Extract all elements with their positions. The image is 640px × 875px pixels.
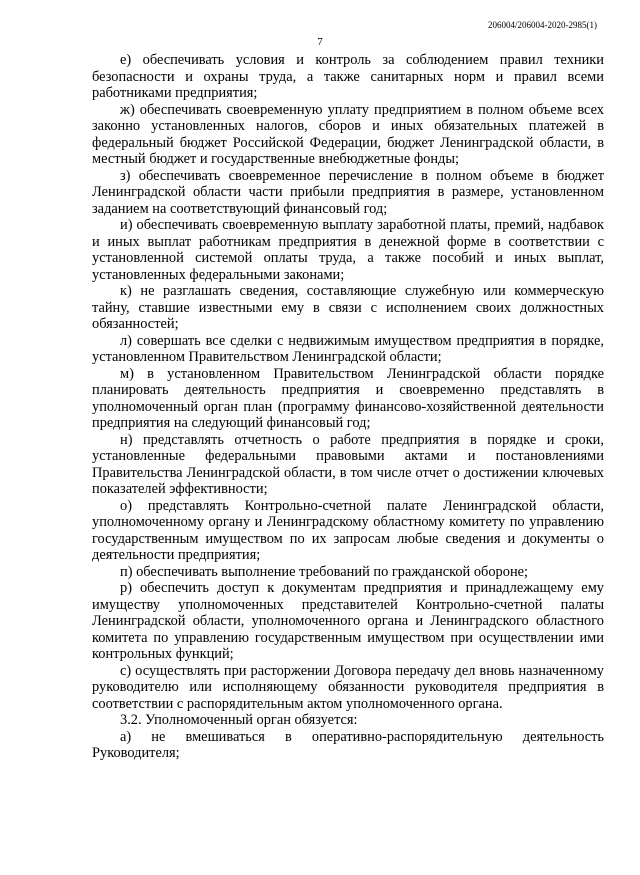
paragraph-o: о) представлять Контрольно-счетной палате Ленинградской области, уполномоченному органу и Ленинградскому областному комитету по управлению государственным имуществом по их запросам любые сведения и документы о деятельности предприятия; [92,497,604,563]
paragraph-r: р) обеспечить доступ к документам предприятия и принадлежащему ему имуществу уполномоченных представителей Контрольно-счетной палаты Ленинградской области, уполномоченного органа и Ленинградского областного комитета по управлению государственным имуществом при осуществлении ими контрольных функций; [92,580,604,662]
document-id: 206004/206004-2020-2985(1) [488,20,597,30]
paragraph-l: л) совершать все сделки с недвижимым имуществом предприятия в порядке, установленном Правительством Ленинградской области; [92,332,604,365]
paragraph-zh: ж) обеспечивать своевременную уплату предприятием в полном объеме всех законно установленных налогов, сборов и иных обязательных платежей в федеральный бюджет Российской Федерации, бюджет Ленинградской области, в местный бюджет и государственные внебюджетные фонды; [92,101,604,167]
page-number: 7 [317,36,323,48]
paragraph-k: к) не разглашать сведения, составляющие служебную или коммерческую тайну, ставшие известными ему в связи с исполнением своих должностных обязанностей; [92,283,604,332]
paragraph-z: з) обеспечивать своевременное перечисление в полном объеме в бюджет Ленинградской области части прибыли предприятия в размере, установленном заданием на соответствующий финансовый год; [92,167,604,217]
paragraph-n: н) представлять отчетность о работе предприятия в порядке и сроки, установленные федеральными правовыми актами и постановлениями Правительства Ленинградской области, в том числе отчет о достижении ключевых показателей эффективности; [92,431,604,497]
paragraph-s: с) осуществлять при расторжении Договора передачу дел вновь назначенному руководителю или исполняющему обязанности руководителя предприятия в соответствии с распорядительным актом уполномоченного органа. [92,662,604,712]
paragraph-a: а) не вмешиваться в оперативно-распорядительную деятельность Руководителя; [92,728,604,761]
paragraph-i: и) обеспечивать своевременную выплату заработной платы, премий, надбавок и иных выплат работникам предприятия в денежной форме в соответствии с установленной системой оплаты труда, а также пособий и иных выплат, установленных федеральными законами; [92,217,604,283]
section-heading-3-2: 3.2. Уполномоченный орган обязуется: [120,712,358,728]
paragraph-p: п) обеспечивать выполнение требований по гражданской обороне; [120,563,529,580]
document-body [92,52,604,762]
paragraph-m: м) в установленном Правительством Ленинградской области порядке планировать деятельность предприятия и своевременно представлять в уполномоченный орган план (программу финансово-хозяйственной деятельности предприятия на следующий финансовый год; [92,365,604,431]
paragraph-e: е) обеспечивать условия и контроль за соблюдением правил техники безопасности и охраны труда, а также санитарных норм и правил всеми работниками предприятия; [92,52,604,101]
